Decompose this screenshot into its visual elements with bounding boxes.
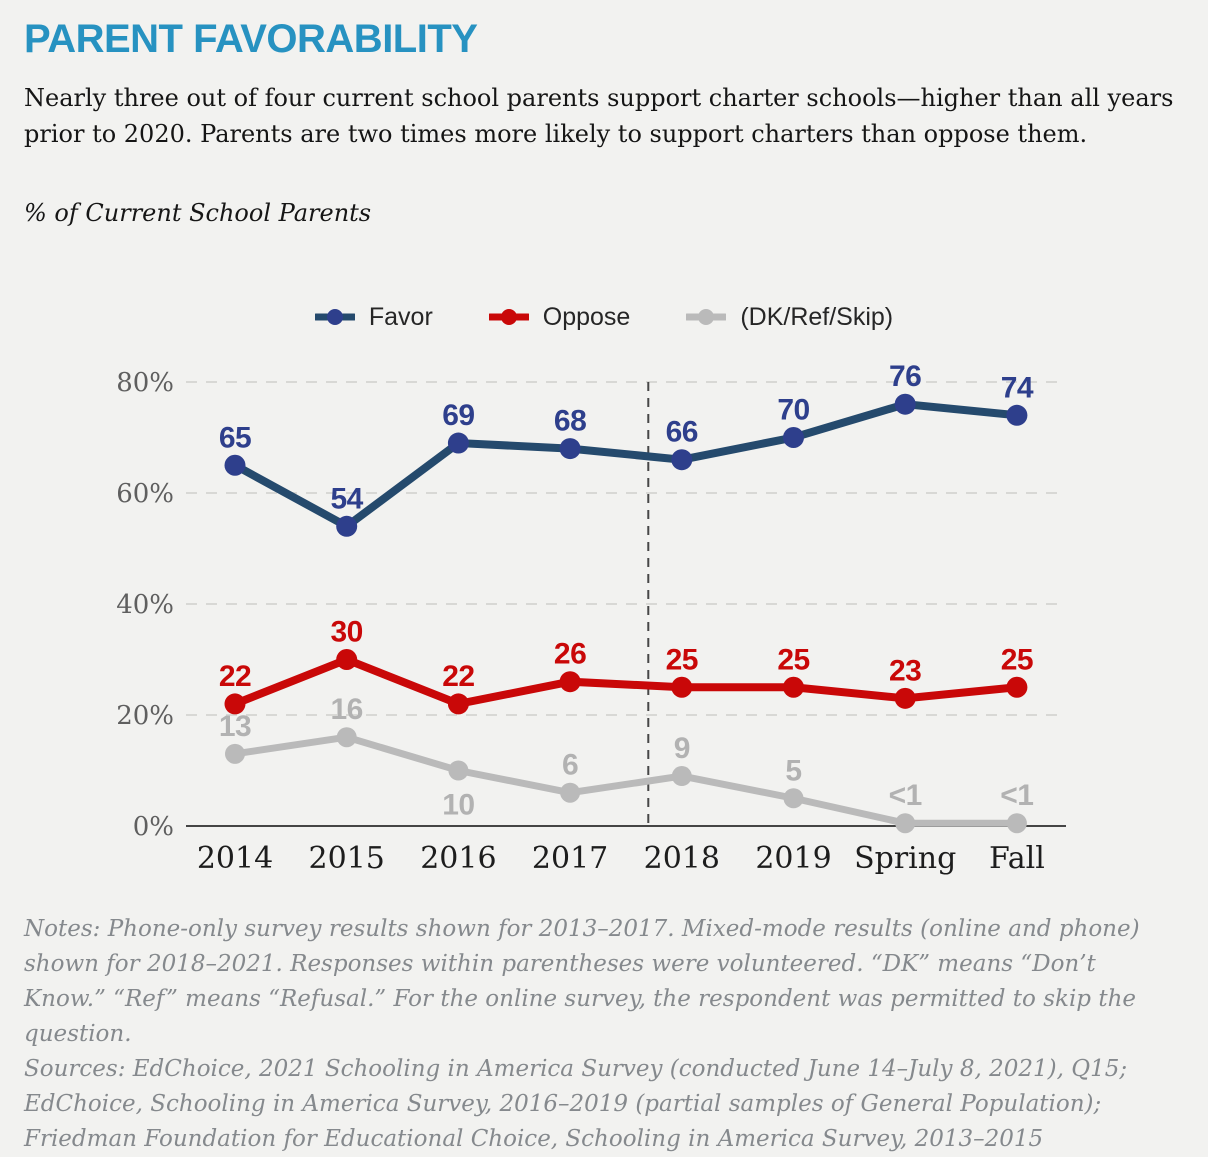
x-tick-label: 2015 bbox=[308, 841, 385, 876]
x-tick-label: 2019 bbox=[755, 841, 832, 876]
legend-line-marker-icon bbox=[315, 307, 355, 327]
data-point-marker bbox=[336, 516, 357, 537]
legend-dot bbox=[501, 309, 517, 325]
page-title: PARENT FAVORABILITY bbox=[24, 17, 478, 61]
data-label: 16 bbox=[330, 693, 363, 727]
data-label: 25 bbox=[1000, 643, 1034, 677]
x-tick-label: 2016 bbox=[420, 841, 497, 876]
y-tick-label: 60% bbox=[116, 479, 174, 509]
data-point-marker bbox=[784, 788, 804, 808]
gridlines bbox=[186, 382, 1066, 826]
data-point-marker bbox=[895, 813, 915, 833]
data-label: 65 bbox=[218, 421, 252, 455]
legend-dot bbox=[327, 309, 343, 325]
data-label: 25 bbox=[777, 643, 810, 677]
legend-label: Favor bbox=[368, 302, 433, 331]
x-axis-labels bbox=[197, 841, 1045, 876]
data-label: 5 bbox=[785, 754, 802, 788]
data-point-marker bbox=[560, 671, 581, 692]
data-point-marker bbox=[672, 766, 692, 786]
y-tick-label: 40% bbox=[116, 590, 174, 620]
y-tick-label: 0% bbox=[132, 812, 174, 842]
favorability-line-chart bbox=[24, 356, 1184, 912]
chart-subtitle: Nearly three out of four current school parents support charter schools—higher than all years prior to 2020. Parents are two times more likely to support charters than oppose them. bbox=[24, 84, 1174, 148]
x-tick-label: Fall bbox=[988, 841, 1045, 876]
y-tick-label: 20% bbox=[116, 701, 174, 731]
legend-label: Oppose bbox=[542, 302, 631, 331]
data-label: 9 bbox=[673, 732, 690, 766]
x-tick-label: 2017 bbox=[531, 841, 609, 876]
data-label: 68 bbox=[553, 404, 587, 438]
data-label: 76 bbox=[889, 360, 922, 394]
data-label: 30 bbox=[330, 615, 363, 649]
data-label: 74 bbox=[1000, 371, 1034, 405]
data-point-marker bbox=[895, 394, 916, 415]
chart bbox=[24, 302, 1184, 912]
data-point-marker bbox=[1007, 813, 1027, 833]
data-point-marker bbox=[448, 433, 469, 454]
data-point-marker bbox=[225, 744, 245, 764]
data-point-marker bbox=[783, 677, 804, 698]
legend-item-favor bbox=[315, 303, 433, 332]
data-point-marker bbox=[448, 693, 469, 714]
y-axis-labels bbox=[116, 368, 174, 842]
data-label: 69 bbox=[442, 399, 475, 433]
data-label: 22 bbox=[442, 659, 475, 693]
data-label: 22 bbox=[218, 659, 252, 693]
data-point-marker bbox=[783, 427, 804, 448]
legend-dot bbox=[698, 309, 714, 325]
data-point-marker bbox=[337, 727, 357, 747]
data-label: 66 bbox=[665, 415, 698, 449]
legend-item-oppose bbox=[489, 303, 631, 332]
chart-sources: Sources: EdChoice, 2021 Schooling in America Survey (conducted June 14–July 8, 2021), Q15; EdChoice, Schooling in America Survey, 2016–2019 (partial samples of General Population); Friedman Foundation for Educational Choice, Schooling in America Survey, 2013–2015 bbox=[24, 1056, 1128, 1152]
data-label: <1 bbox=[888, 779, 922, 813]
data-point-marker bbox=[560, 438, 581, 459]
axis-unit-note: % of Current School Parents bbox=[24, 199, 372, 227]
legend-item-dkrefskip bbox=[686, 303, 893, 332]
y-tick-label: 80% bbox=[116, 368, 174, 398]
x-tick-label: 2014 bbox=[196, 841, 274, 876]
series-favor bbox=[219, 360, 1034, 537]
data-point-marker bbox=[1006, 677, 1027, 698]
chart-legend bbox=[24, 302, 1184, 332]
x-tick-label: Spring bbox=[854, 841, 957, 876]
data-label: 26 bbox=[553, 637, 587, 671]
data-label: 25 bbox=[665, 643, 698, 677]
data-point-marker bbox=[448, 761, 468, 781]
legend-line-marker-icon bbox=[686, 307, 726, 327]
data-label: 10 bbox=[442, 788, 475, 822]
legend-line-marker-icon bbox=[489, 307, 529, 327]
legend-label: (DK/Ref/Skip) bbox=[740, 302, 894, 331]
data-point-marker bbox=[1006, 405, 1027, 426]
data-point-marker bbox=[336, 649, 357, 670]
chart-notes: Notes: Phone-only survey results shown for 2013–2017. Mixed-mode results (online and phone) shown for 2018–2021. Responses within parentheses were volunteered. “DK” means “Don’t Know.” “Ref” means “Refusal.” For the online survey, the respondent was permitted to skip the question. bbox=[24, 916, 1140, 1047]
data-point-marker bbox=[671, 677, 692, 698]
data-label: 54 bbox=[330, 482, 363, 516]
data-label: <1 bbox=[1000, 779, 1034, 813]
data-point-marker bbox=[671, 449, 692, 470]
data-label: 23 bbox=[889, 654, 922, 688]
data-point-marker bbox=[225, 455, 246, 476]
x-tick-label: 2018 bbox=[643, 841, 720, 876]
data-point-marker bbox=[895, 688, 916, 709]
data-label: 70 bbox=[777, 393, 810, 427]
data-label: 6 bbox=[562, 748, 579, 782]
data-point-marker bbox=[560, 783, 580, 803]
data-label: 13 bbox=[218, 709, 252, 743]
